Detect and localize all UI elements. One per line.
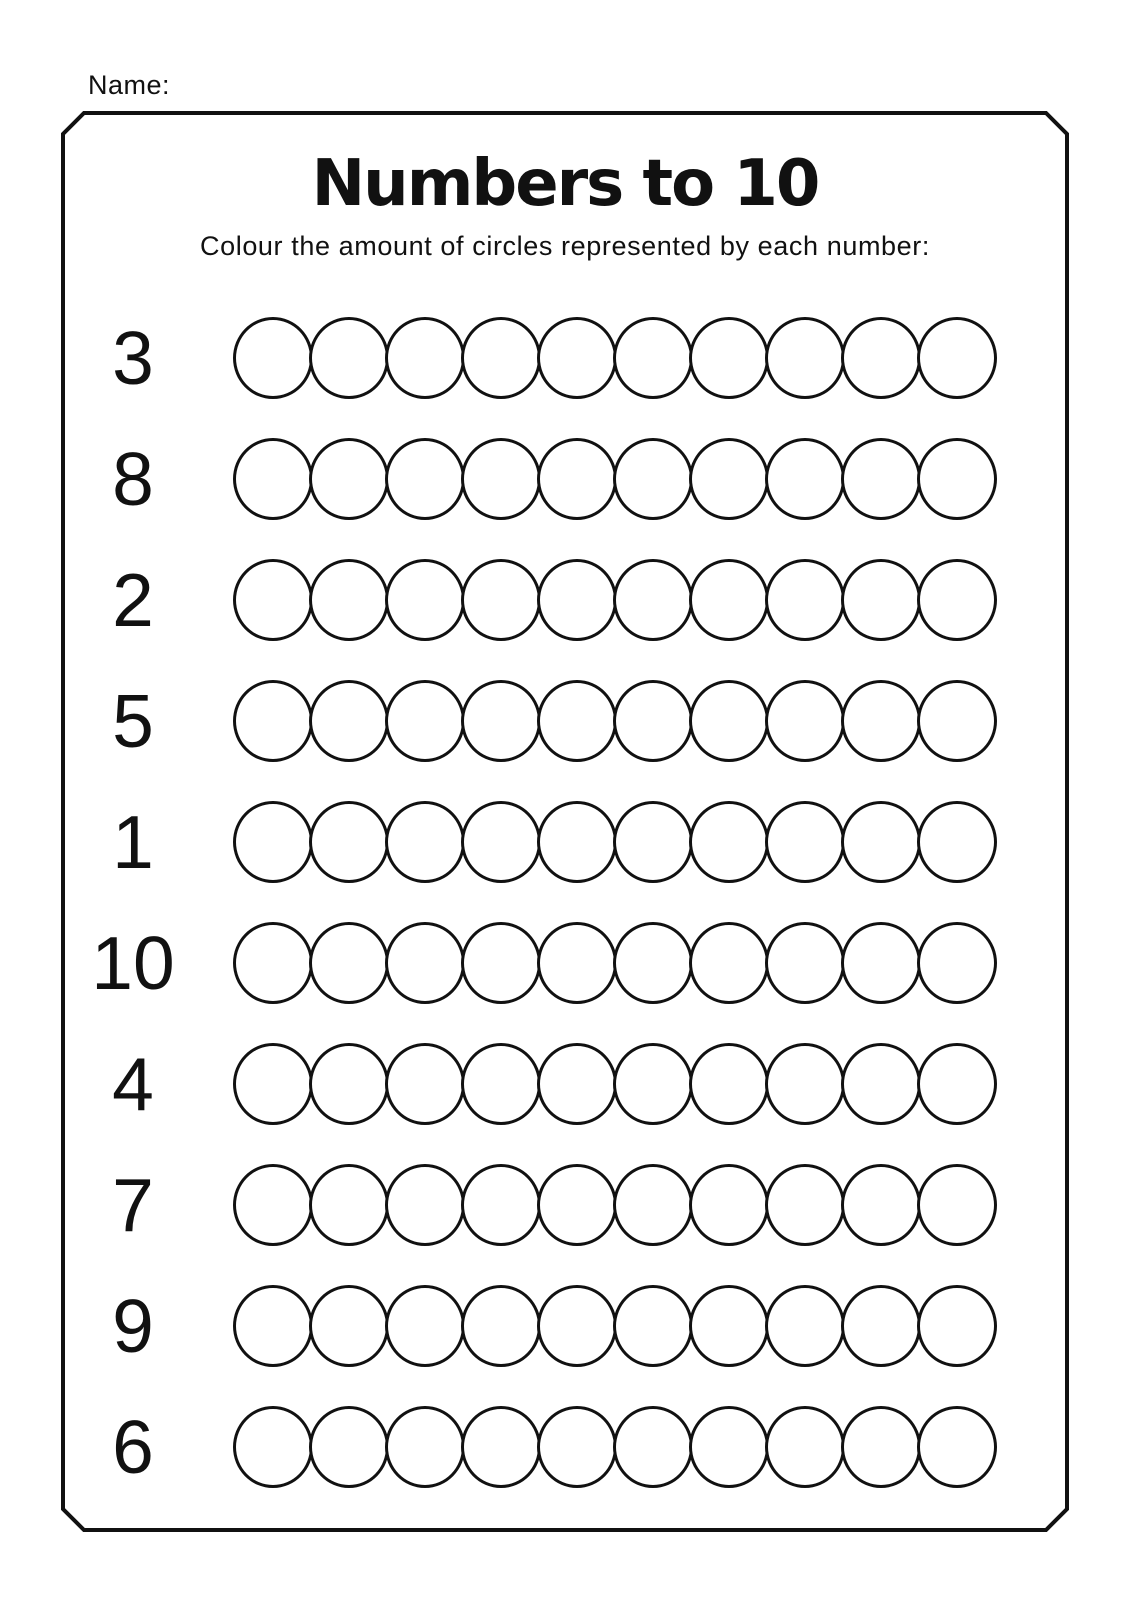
colour-circle[interactable] [765,438,845,520]
number-row [63,1406,1067,1488]
colour-circle[interactable] [689,1285,769,1367]
circles-group [233,1406,997,1488]
colour-circle[interactable] [233,559,313,641]
colour-circle[interactable] [841,317,921,399]
colour-circle[interactable] [765,1164,845,1246]
colour-circle[interactable] [917,1285,997,1367]
worksheet-title: Numbers to 10 [311,147,819,221]
colour-circle[interactable] [689,1164,769,1246]
colour-circle[interactable] [233,1406,313,1488]
colour-circle[interactable] [841,438,921,520]
colour-circle[interactable] [233,438,313,520]
row-number-label: 5 [112,678,154,763]
number-row [63,1164,1067,1246]
colour-circle[interactable] [309,1406,389,1488]
row-number-label: 2 [112,557,154,642]
colour-circle[interactable] [385,680,465,762]
number-row [63,1043,1067,1125]
number-row [63,559,1067,641]
colour-circle[interactable] [537,922,617,1004]
worksheet-content [63,113,1067,1530]
circles-group [233,680,997,762]
colour-circle[interactable] [233,1164,313,1246]
colour-circle[interactable] [841,1406,921,1488]
colour-circle[interactable] [461,1043,541,1125]
colour-circle[interactable] [461,1164,541,1246]
rows-container [63,317,1067,1527]
number-row [63,801,1067,883]
colour-circle[interactable] [689,438,769,520]
colour-circle[interactable] [537,559,617,641]
colour-circle[interactable] [765,680,845,762]
colour-circle[interactable] [537,1164,617,1246]
colour-circle[interactable] [917,801,997,883]
colour-circle[interactable] [613,438,693,520]
colour-circle[interactable] [385,1406,465,1488]
row-number-label: 1 [112,799,154,884]
row-number-label: 8 [112,436,154,521]
row-number-label: 7 [112,1162,154,1247]
colour-circle[interactable] [917,559,997,641]
row-number-label: 6 [112,1404,154,1489]
colour-circle[interactable] [233,317,313,399]
colour-circle[interactable] [537,680,617,762]
colour-circle[interactable] [613,559,693,641]
colour-circle[interactable] [537,317,617,399]
colour-circle[interactable] [841,801,921,883]
colour-circle[interactable] [385,438,465,520]
colour-circle[interactable] [689,1043,769,1125]
colour-circle[interactable] [917,317,997,399]
circles-group [233,1164,997,1246]
colour-circle[interactable] [689,317,769,399]
colour-circle[interactable] [461,438,541,520]
circles-group [233,801,997,883]
colour-circle[interactable] [233,922,313,1004]
colour-circle[interactable] [309,1285,389,1367]
colour-circle[interactable] [689,801,769,883]
colour-circle[interactable] [309,1164,389,1246]
number-row [63,1285,1067,1367]
row-number-label: 4 [112,1041,154,1126]
colour-circle[interactable] [765,1285,845,1367]
colour-circle[interactable] [233,1043,313,1125]
colour-circle[interactable] [613,922,693,1004]
circles-group [233,317,997,399]
colour-circle[interactable] [613,680,693,762]
colour-circle[interactable] [689,680,769,762]
number-row [63,317,1067,399]
colour-circle[interactable] [461,922,541,1004]
colour-circle[interactable] [765,922,845,1004]
colour-circle[interactable] [385,559,465,641]
number-row [63,680,1067,762]
circles-group [233,438,997,520]
colour-circle[interactable] [841,680,921,762]
colour-circle[interactable] [841,1043,921,1125]
colour-circle[interactable] [461,1285,541,1367]
colour-circle[interactable] [385,317,465,399]
colour-circle[interactable] [841,1285,921,1367]
number-row [63,438,1067,520]
colour-circle[interactable] [917,1164,997,1246]
name-label: Name: [88,70,171,100]
colour-circle[interactable] [461,1406,541,1488]
colour-circle[interactable] [309,1043,389,1125]
colour-circle[interactable] [537,1406,617,1488]
colour-circle[interactable] [233,1285,313,1367]
colour-circle[interactable] [461,559,541,641]
colour-circle[interactable] [765,1406,845,1488]
colour-circle[interactable] [765,801,845,883]
colour-circle[interactable] [309,317,389,399]
colour-circle[interactable] [309,801,389,883]
circles-group [233,1043,997,1125]
circles-group [233,1285,997,1367]
colour-circle[interactable] [841,922,921,1004]
circles-group [233,559,997,641]
circles-group [233,922,997,1004]
colour-circle[interactable] [689,559,769,641]
colour-circle[interactable] [385,1164,465,1246]
colour-circle[interactable] [613,1164,693,1246]
row-number-label: 10 [91,920,175,1005]
colour-circle[interactable] [233,680,313,762]
colour-circle[interactable] [537,1043,617,1125]
worksheet-instructions: Colour the amount of circles represented by each number: [200,231,930,262]
colour-circle[interactable] [537,801,617,883]
colour-circle[interactable] [461,317,541,399]
colour-circle[interactable] [613,317,693,399]
number-row [63,922,1067,1004]
colour-circle[interactable] [689,922,769,1004]
colour-circle[interactable] [765,559,845,641]
colour-circle[interactable] [233,801,313,883]
colour-circle[interactable] [461,801,541,883]
colour-circle[interactable] [309,559,389,641]
colour-circle[interactable] [309,438,389,520]
colour-circle[interactable] [917,1043,997,1125]
colour-circle[interactable] [765,1043,845,1125]
colour-circle[interactable] [765,317,845,399]
colour-circle[interactable] [537,438,617,520]
colour-circle[interactable] [613,1285,693,1367]
colour-circle[interactable] [841,1164,921,1246]
colour-circle[interactable] [917,680,997,762]
colour-circle[interactable] [537,1285,617,1367]
colour-circle[interactable] [841,559,921,641]
colour-circle[interactable] [309,680,389,762]
colour-circle[interactable] [385,1043,465,1125]
colour-circle[interactable] [385,801,465,883]
colour-circle[interactable] [917,1406,997,1488]
row-number-label: 9 [112,1283,154,1368]
row-number-label: 3 [112,315,154,400]
colour-circle[interactable] [385,922,465,1004]
colour-circle[interactable] [385,1285,465,1367]
colour-circle[interactable] [917,438,997,520]
colour-circle[interactable] [461,680,541,762]
colour-circle[interactable] [613,801,693,883]
colour-circle[interactable] [309,922,389,1004]
colour-circle[interactable] [689,1406,769,1488]
colour-circle[interactable] [613,1043,693,1125]
colour-circle[interactable] [917,922,997,1004]
colour-circle[interactable] [613,1406,693,1488]
